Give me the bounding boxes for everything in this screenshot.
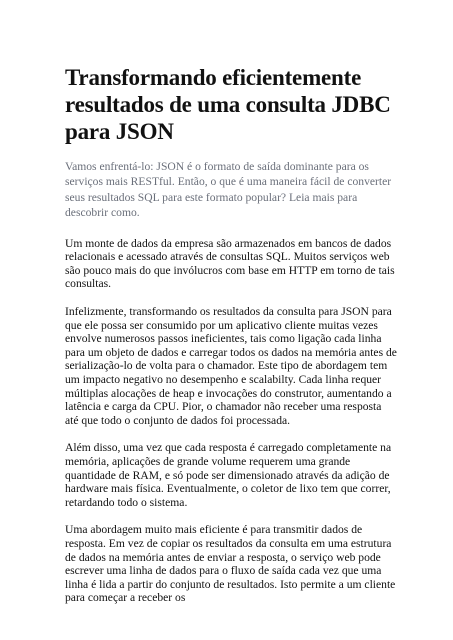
- paragraph-4: Uma abordagem muito mais eficiente é para transmitir dados de resposta. Em vez de copiar os resultados da consulta em uma estrutura de dados na memória antes de enviar a resposta, o serviço web pode escrever uma linha de dados para o fluxo de saída cada vez que uma linha é lida a partir do conjunto de resultados. Isto permite a um cliente para começar a receber os: [65, 523, 396, 605]
- paragraph-3: Além disso, uma vez que cada resposta é carregado completamente na memória, aplicações de grande volume requerem uma grande quantidade de RAM, e só pode ser dimensionado através da adição de hardware mais física. Eventualmente, o coletor de lixo tem que correr, retardando todo o sistema.: [65, 441, 392, 509]
- paragraph-2: Infelizmente, transformando os resultados da consulta para JSON para que ele possa ser consumido por um aplicativo cliente muitas vezes envolve numerosos passos ineficientes, tais como ligação cada linha para um objeto de dados e carregar todos os dados na memória antes de serialização-lo de volta para o chamador. Este tipo de abordagem tem um impacto negativo no desempenho e scalabilty. Cada linha requer múltiplas alocações de heap e invocações do construtor, aumentando a latência e carga da CPU. Pior, o chamador não receber uma resposta até que todo o conjunto de dados foi processada.: [65, 305, 397, 427]
- article-lead: Vamos enfrentá-lo: JSON é o formato de saída dominante para os serviços mais RESTful. Então, o que é uma maneira fácil de converter seus resultados SQL para este formato popular? Leia mais para descobrir como.: [65, 160, 392, 220]
- article-body: [65, 64, 397, 605]
- paragraph-1: Um monte de dados da empresa são armazenados em bancos de dados relacionais e acessado através de consultas SQL. Muitos serviços web são pouco mais do que invólucros com base em HTTP em torno de tais consultas.: [65, 236, 395, 291]
- article-title: Transformando eficientemente resultados de uma consulta JDBC para JSON: [65, 65, 391, 144]
